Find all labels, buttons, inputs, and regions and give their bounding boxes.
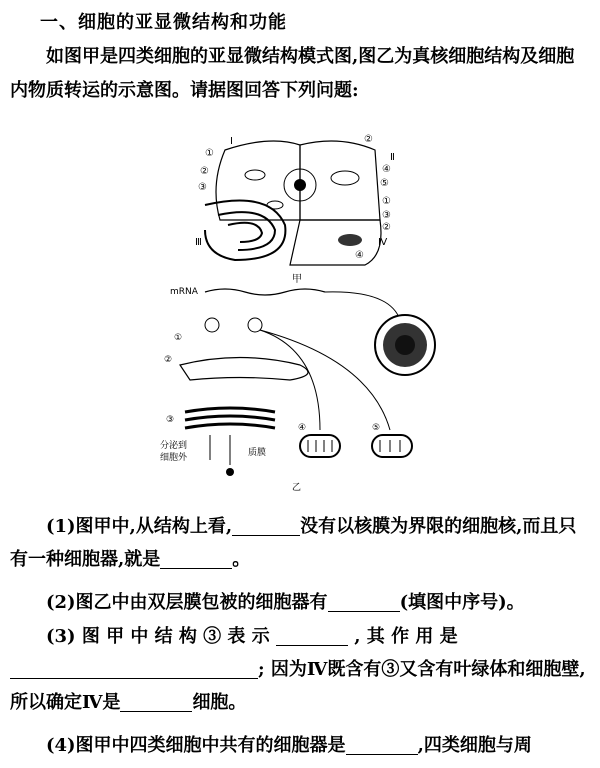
q1-post: 。 (232, 549, 251, 570)
q3-mid2: ; 因为Ⅳ既含有③又含有叶绿体和细胞壁,所以确定Ⅳ是 (10, 659, 586, 713)
q4-blank-1[interactable] (346, 734, 418, 755)
figure-b (150, 280, 470, 500)
marker-b-2: ② (164, 355, 173, 365)
q3-mid: , 其 作 用 是 (354, 626, 458, 647)
marker-b-5: ⑤ (372, 423, 381, 433)
q3-blank-3[interactable] (120, 691, 192, 712)
q1-blank-1[interactable] (232, 515, 300, 536)
marker-right-7: ④ (355, 250, 364, 261)
marker-right-4: ① (382, 196, 391, 207)
marker-right-1: ② (364, 134, 373, 145)
question-4 (10, 729, 588, 762)
marker-b-4: ④ (298, 423, 307, 433)
q3-pre: (3) 图 甲 中 结 构 ③ 表 示 (46, 626, 270, 647)
q2-blank-1[interactable] (328, 591, 400, 612)
question-3 (10, 620, 588, 719)
figure-a-drawing (150, 130, 450, 290)
q4-pre: (4)图甲中四类细胞中共有的细胞器是 (46, 735, 346, 756)
marker-b-3: ③ (166, 415, 175, 425)
marker-right-6: ② (382, 222, 391, 233)
marker-b-1: ① (174, 333, 183, 343)
section-heading: 一、细胞的亚显微结构和功能 (40, 12, 287, 33)
question-2 (10, 586, 588, 619)
label-roman-4: Ⅳ (378, 237, 388, 248)
q4-post: ,四类细胞与周 (417, 735, 532, 756)
q1-pre: (1)图甲中,从结构上看, (46, 516, 233, 537)
label-roman-2: Ⅱ (390, 152, 395, 163)
label-membrane: 质膜 (248, 448, 267, 458)
intro-text: 如图甲是四类细胞的亚显微结构模式图,图乙为真核细胞结构及细胞内物质转运的示意图。请据图回答下列问题: (10, 46, 575, 101)
figure-a (150, 130, 450, 290)
label-roman-1: Ⅰ (230, 136, 233, 147)
marker-right-2: ④ (382, 164, 391, 175)
marker-right-5: ③ (382, 210, 391, 221)
figure-b-drawing (150, 280, 470, 500)
marker-left-2: ② (200, 166, 209, 177)
intro-paragraph (10, 40, 588, 108)
q2-post: (填图中序号)。 (399, 592, 525, 613)
label-secrete-2: 细胞外 (160, 453, 188, 463)
marker-left-1: ① (205, 148, 214, 159)
figure-b-caption: 乙 (292, 483, 302, 493)
question-1 (10, 510, 588, 576)
label-mrna: mRNA (170, 287, 198, 297)
label-roman-3: Ⅲ (195, 237, 202, 248)
q1-blank-2[interactable] (160, 548, 232, 569)
q3-blank-2[interactable] (10, 658, 258, 679)
q3-post: 细胞。 (192, 692, 247, 713)
label-secrete: 分泌到 (160, 441, 188, 451)
q3-blank-1[interactable] (276, 625, 348, 646)
q2-pre: (2)图乙中由双层膜包被的细胞器有 (46, 592, 328, 613)
figure-a-caption: 甲 (292, 274, 302, 285)
marker-left-3: ③ (198, 182, 207, 193)
q1-mid: 没有以核膜为界限的细胞核,而且只有一种细胞器,就是 (10, 516, 577, 570)
marker-right-3: ⑤ (380, 178, 389, 189)
